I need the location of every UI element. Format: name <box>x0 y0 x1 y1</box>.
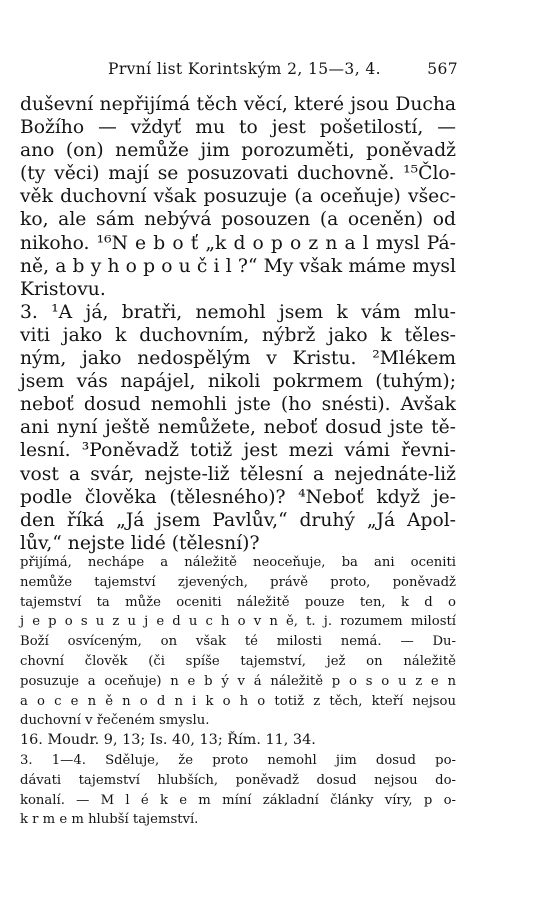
text-line: Kristovu. <box>20 278 106 300</box>
text-line: den říká „Já jsem Pavlův,“ druhý „Já Apol- <box>20 509 456 531</box>
text-line: ným, jako nedospělým v Kristu. ²Mlékem <box>20 348 456 370</box>
cross-references: 16. Moudr. 9, 13; Is. 40, 13; Řím. 11, 34. <box>20 732 316 749</box>
text-line: ně, a b y h o p o u č i l ?“ My však máme mysl <box>20 255 456 277</box>
note-line: a o c e n ě n o d n i k o h o totiž z těch, kteří nejsou <box>20 693 456 709</box>
text-line: viti jako k duchovním, nýbrž jako k těles- <box>20 324 456 346</box>
note-line: přijímá, nechápe a náležitě neoceňuje, ba ani oceniti <box>20 555 456 570</box>
running-header <box>0 60 546 84</box>
text-line: 3. ¹A já, bratři, nemohl jsem k vám mlu- <box>20 301 456 323</box>
note-line: tajemství ta může oceniti náležitě pouze ten, k d o <box>20 594 456 610</box>
text-line: vost a svár, nejste-liž tělesní a nejednáte-liž <box>20 463 456 485</box>
text-line: podle člověka (tělesného)? ⁴Neboť když je- <box>20 486 456 508</box>
commentary-notes <box>20 553 456 830</box>
text-line: lův,“ nejste lidé (tělesní)? <box>20 532 260 554</box>
running-title: První list Korintským 2, 15—3, 4. <box>108 60 381 78</box>
note-line: posuzuje a oceňuje) n e b ý v á náležitě p o s o u z e n <box>20 673 456 689</box>
text-line: ano (on) nemůže jim porozuměti, poněvadž <box>20 140 456 162</box>
text-line: duševní nepřijímá těch věcí, které jsou Ducha <box>20 94 456 115</box>
note-line: j e p o s u z u j e d u c h o v n ě, t. j. rozumem milostí <box>20 614 456 630</box>
text-line: lesní. ³Poněvadž totiž jest mezi vámi řevni- <box>20 440 456 462</box>
note-line: dávati tajemství hlubších, poněvadž dosud nejsou do- <box>20 772 456 788</box>
text-line: jsem vás napájel, nikoli pokrmem (tuhým); <box>20 371 456 393</box>
text-line: ani nyní ještě nemůžete, neboť dosud jste tě- <box>20 417 456 439</box>
text-line: Božího — vždyť mu to jest pošetilostí, — <box>20 117 456 139</box>
text-line: věk duchovní však posuzuje (a oceňuje) všec- <box>20 186 456 208</box>
note-line: k r m e m hlubší tajemství. <box>20 812 199 828</box>
note-line: 3. 1—4. Sděluje, že proto nemohl jim dosud po- <box>20 752 456 768</box>
text-line: (ty věci) mají se posuzovati duchovně. ¹⁵Člo- <box>20 163 456 185</box>
text-line: nikoho. ¹⁶N e b o ť „k d o p o z n a l mysl Pá- <box>20 232 456 254</box>
note-line: duchovní v řečeném smyslu. <box>20 713 210 729</box>
text-line: ko, ale sám nebývá posouzen (a oceněn) od <box>20 209 456 231</box>
text-line: neboť dosud nemohli jste (ho snésti). Avšak <box>20 394 456 416</box>
note-line: Boží osvíceným, on však té milosti nemá. — Du- <box>20 634 456 650</box>
note-line: nemůže tajemství zjevených, právě proto, poněvadž <box>20 574 456 590</box>
note-line: chovní člověk (či spíše tajemství, jež on náležitě <box>20 653 456 669</box>
note-line: konalí. — M l é k e m míní základní články víry, p o- <box>20 792 456 808</box>
page-number: 567 <box>427 60 458 78</box>
main-text <box>20 93 456 555</box>
